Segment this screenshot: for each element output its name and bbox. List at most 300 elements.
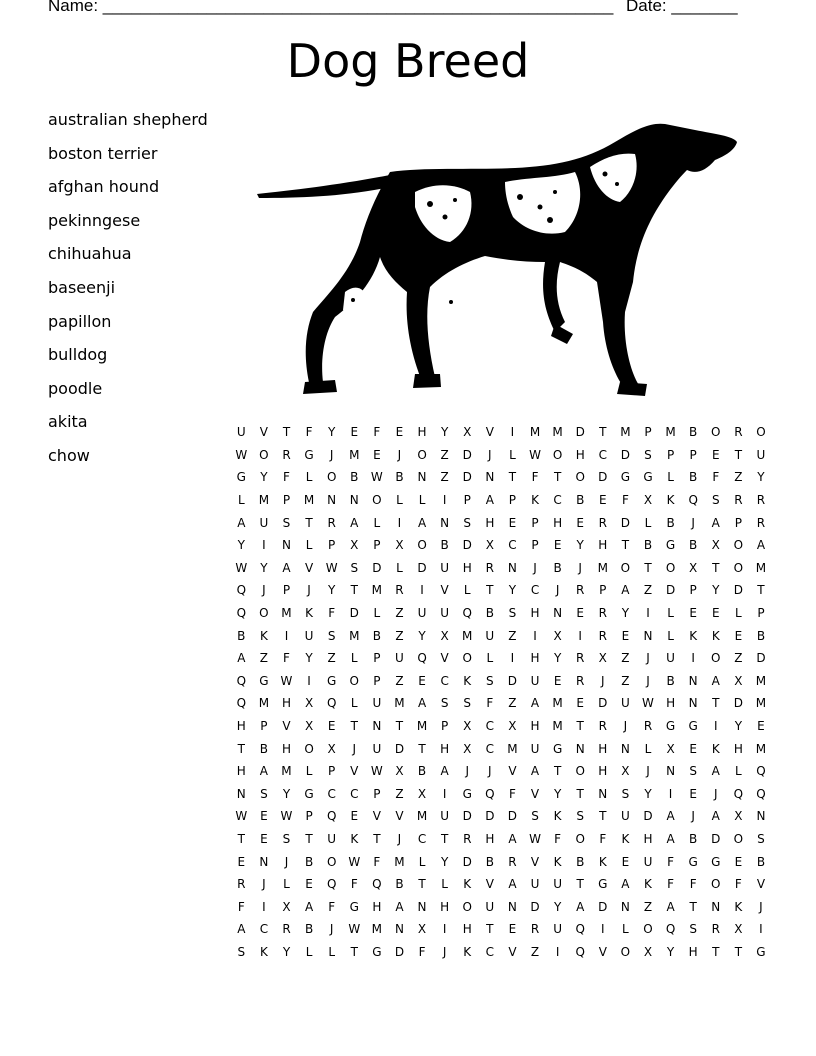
grid-letter: S (508, 606, 517, 621)
grid-letter: J (691, 515, 695, 530)
name-field[interactable]: Name: ______________________________________________________ (48, 0, 614, 15)
grid-letter: A (395, 899, 404, 914)
grid-letter: N (327, 493, 337, 508)
grid-letter: N (507, 560, 517, 575)
grid-row (230, 850, 772, 873)
grid-letter: S (531, 809, 539, 824)
grid-letter: A (621, 877, 630, 892)
grid-letter: V (395, 809, 404, 824)
grid-letter: A (237, 515, 246, 530)
grid-letter: Q (462, 606, 472, 621)
grid-letter: I (668, 786, 673, 801)
grid-letter: P (689, 583, 697, 598)
grid-letter: E (576, 606, 584, 621)
grid-letter: E (350, 809, 359, 824)
grid-letter: T (576, 877, 584, 892)
grid-letter: T (508, 470, 517, 485)
grid-letter: L (735, 606, 742, 621)
grid-letter: N (688, 696, 698, 711)
grid-letter: S (689, 764, 697, 779)
grid-letter: L (418, 493, 426, 508)
grid-letter: I (510, 651, 515, 666)
grid-letter: E (553, 673, 562, 688)
grid-letter: Y (260, 560, 268, 575)
grid-letter: A (530, 764, 540, 779)
grid-letter: B (689, 831, 698, 846)
grid-letter: S (757, 831, 765, 846)
grid-letter: T (621, 538, 630, 553)
grid-letter: R (282, 922, 291, 937)
grid-letter: V (530, 854, 540, 869)
grid-letter: F (689, 877, 697, 892)
grid-letter: H (598, 741, 608, 756)
grid-letter: H (440, 899, 450, 914)
grid-letter: D (598, 696, 608, 711)
grid-letter: Y (621, 606, 630, 621)
grid-letter: D (530, 899, 540, 914)
grid-letter: B (576, 493, 585, 508)
grid-letter: B (395, 470, 404, 485)
grid-letter: M (281, 764, 292, 779)
grid-letter: Z (621, 673, 630, 688)
grid-letter: V (259, 425, 268, 440)
grid-letter: T (350, 719, 358, 734)
grid-letter: Y (328, 425, 336, 440)
grid-letter: H (372, 899, 382, 914)
grid-letter: G (643, 470, 653, 485)
grid-letter: N (394, 922, 404, 937)
grid-letter: R (327, 515, 336, 530)
grid-letter: M (552, 719, 563, 734)
grid-letter: Y (734, 719, 743, 734)
word-list-item: boston terrier (48, 143, 158, 163)
grid-letter: L (735, 764, 742, 779)
grid-letter: G (598, 877, 608, 892)
grid-letter: X (304, 719, 314, 734)
grid-letter: B (485, 606, 494, 621)
grid-letter: O (417, 447, 427, 462)
grid-letter: E (350, 425, 359, 440)
grid-letter: Y (440, 425, 449, 440)
grid-letter: G (372, 944, 382, 959)
grid-letter: U (553, 877, 562, 892)
grid-letter: Y (237, 538, 245, 553)
grid-letter: C (350, 786, 359, 801)
grid-letter: Q (733, 786, 744, 801)
grid-letter: B (689, 470, 698, 485)
grid-letter: L (418, 854, 426, 869)
grid-letter: X (395, 538, 404, 553)
grid-letter: H (462, 560, 472, 575)
grid-row (230, 805, 772, 828)
grid-letter: K (259, 944, 268, 959)
grid-letter: W (370, 764, 383, 779)
grid-letter: K (350, 831, 359, 846)
grid-letter: M (462, 628, 473, 643)
grid-letter: L (396, 493, 403, 508)
grid-letter: M (755, 673, 767, 688)
grid-letter: X (463, 719, 472, 734)
grid-letter: C (598, 447, 607, 462)
grid-letter: L (667, 628, 674, 643)
grid-letter: K (689, 628, 698, 643)
grid-letter: X (643, 493, 653, 508)
grid-row (230, 692, 772, 715)
grid-letter: S (282, 515, 291, 530)
grid-letter: A (666, 809, 675, 824)
grid-letter: O (575, 470, 585, 485)
grid-letter: W (370, 470, 383, 485)
grid-letter: R (463, 831, 472, 846)
grid-letter: Q (236, 606, 247, 621)
grid-letter: R (576, 673, 585, 688)
grid-letter: J (623, 719, 628, 734)
grid-letter: G (620, 470, 631, 485)
grid-letter: Z (734, 651, 743, 666)
grid-letter: S (463, 696, 472, 711)
grid-letter: V (598, 944, 607, 959)
grid-letter: K (734, 899, 743, 914)
grid-letter: B (440, 538, 449, 553)
grid-row (230, 737, 772, 760)
grid-letter: E (689, 741, 697, 756)
grid-letter: J (329, 922, 334, 937)
grid-letter: Q (326, 696, 337, 711)
grid-letter: X (440, 628, 449, 643)
grid-letter: P (373, 651, 381, 666)
grid-letter: M (349, 628, 360, 643)
grid-letter: Y (508, 583, 517, 598)
grid-letter: X (485, 538, 494, 553)
page-title: Dog Breed (286, 34, 530, 88)
grid-letter: C (417, 831, 427, 846)
grid-letter: V (372, 809, 381, 824)
grid-letter: E (327, 719, 336, 734)
grid-letter: Z (327, 651, 336, 666)
grid-letter: N (620, 741, 630, 756)
grid-letter: O (711, 425, 721, 440)
grid-letter: D (598, 899, 608, 914)
grid-letter: P (373, 786, 381, 801)
grid-row (230, 421, 772, 444)
grid-letter: J (329, 447, 334, 462)
word-list-item: papillon (48, 311, 112, 331)
grid-letter: P (599, 583, 607, 598)
grid-letter: A (756, 538, 766, 553)
grid-letter: D (620, 447, 631, 462)
grid-letter: T (734, 944, 743, 959)
grid-letter: M (371, 922, 383, 937)
grid-letter: P (373, 673, 381, 688)
grid-letter: Y (666, 944, 675, 959)
grid-row (230, 828, 772, 851)
grid-letter: I (442, 493, 447, 508)
grid-letter: X (282, 899, 291, 914)
grid-letter: X (689, 560, 698, 575)
grid-letter: I (262, 538, 266, 553)
grid-letter: T (418, 741, 426, 756)
grid-letter: Q (326, 809, 337, 824)
grid-letter: D (733, 696, 743, 711)
grid-letter: F (373, 854, 381, 869)
grid-letter: M (755, 696, 767, 711)
grid-letter: C (327, 786, 336, 801)
grid-letter: O (620, 560, 631, 575)
grid-letter: Y (553, 786, 562, 801)
grid-letter: O (643, 922, 653, 937)
grid-row (230, 534, 772, 557)
date-field[interactable]: Date: _______ (626, 0, 738, 15)
grid-letter: T (350, 583, 358, 598)
grid-letter: Y (282, 786, 291, 801)
grid-letter: R (598, 628, 607, 643)
grid-letter: P (328, 538, 336, 553)
grid-letter: Y (553, 651, 562, 666)
grid-letter: J (307, 583, 311, 598)
grid-letter: Y (328, 583, 336, 598)
grid-letter: M (416, 809, 428, 824)
grid-letter: L (644, 741, 652, 756)
grid-letter: G (711, 854, 721, 869)
grid-letter: X (417, 786, 427, 801)
grid-letter: H (643, 831, 653, 846)
grid-letter: T (553, 470, 562, 485)
grid-letter: T (712, 560, 720, 575)
grid-letter: F (237, 899, 245, 914)
grid-letter: I (578, 628, 582, 643)
grid-letter: T (486, 583, 494, 598)
grid-letter: B (304, 922, 314, 937)
grid-row (230, 670, 772, 693)
grid-letter: M (552, 425, 563, 440)
grid-letter: O (259, 606, 269, 621)
grid-letter: U (620, 696, 630, 711)
grid-letter: D (620, 515, 631, 530)
grid-letter: S (440, 696, 449, 711)
grid-letter: A (304, 899, 314, 914)
grid-letter: V (530, 786, 540, 801)
grid-letter: U (666, 651, 675, 666)
grid-letter: Q (236, 696, 247, 711)
grid-letter: U (395, 651, 404, 666)
grid-letter: A (666, 899, 675, 914)
grid-letter: R (734, 425, 743, 440)
grid-letter: E (734, 854, 743, 869)
grid-letter: R (711, 922, 720, 937)
grid-letter: P (441, 719, 449, 734)
grid-letter: Z (395, 628, 404, 643)
grid-letter: N (485, 470, 495, 485)
grid-letter: K (711, 741, 720, 756)
grid-letter: D (462, 538, 472, 553)
grid-letter: B (666, 515, 675, 530)
grid-letter: J (284, 854, 289, 869)
grid-letter: O (575, 764, 585, 779)
grid-letter: S (644, 447, 652, 462)
grid-letter: A (621, 583, 630, 598)
word-list-item: chow (48, 445, 90, 465)
grid-letter: N (688, 673, 698, 688)
grid-letter: Q (236, 673, 247, 688)
grid-letter: G (462, 786, 472, 801)
grid-letter: E (395, 425, 404, 440)
grid-letter: M (303, 493, 315, 508)
grid-letter: D (575, 425, 585, 440)
grid-letter: D (643, 809, 653, 824)
grid-letter: O (552, 447, 563, 462)
grid-letter: E (260, 831, 268, 846)
grid-letter: X (327, 741, 336, 756)
grid-letter: O (372, 493, 382, 508)
grid-letter: L (486, 651, 494, 666)
grid-letter: F (667, 854, 675, 869)
grid-letter: J (488, 447, 492, 462)
grid-letter: U (643, 854, 653, 869)
grid-letter: U (530, 673, 540, 688)
grid-letter: C (485, 741, 495, 756)
grid-letter: E (508, 515, 517, 530)
grid-letter: Z (508, 696, 517, 711)
grid-letter: H (281, 696, 291, 711)
word-list (48, 110, 208, 480)
grid-letter: Z (395, 673, 404, 688)
grid-row (230, 579, 772, 602)
grid-letter: N (666, 764, 676, 779)
grid-letter: D (756, 651, 766, 666)
grid-letter: S (260, 786, 268, 801)
grid-letter: V (508, 764, 517, 779)
grid-letter: M (281, 606, 292, 621)
grid-letter: Y (260, 470, 268, 485)
grid-letter: X (734, 673, 743, 688)
grid-letter: V (282, 719, 291, 734)
grid-letter: B (689, 425, 698, 440)
grid-row (230, 760, 772, 783)
grid-letter: A (508, 831, 517, 846)
grid-letter: A (666, 831, 675, 846)
grid-row (230, 647, 772, 670)
grid-letter: T (486, 922, 494, 937)
grid-letter: M (755, 741, 767, 756)
grid-letter: D (462, 447, 472, 462)
grid-letter: K (711, 628, 720, 643)
grid-letter: L (373, 606, 381, 621)
grid-letter: T (576, 719, 584, 734)
grid-letter: M (349, 447, 360, 462)
grid-letter: P (531, 538, 539, 553)
grid-letter: H (485, 831, 495, 846)
word-list-item: australian shepherd (48, 110, 208, 129)
grid-letter: J (262, 583, 266, 598)
grid-letter: L (237, 493, 245, 508)
grid-letter: D (665, 583, 676, 598)
grid-letter: D (417, 560, 427, 575)
grid-row (230, 873, 772, 896)
grid-letter: A (485, 493, 494, 508)
grid-letter: T (305, 515, 313, 530)
grid-letter: T (350, 944, 358, 959)
grid-letter: I (420, 583, 424, 598)
grid-letter: G (688, 719, 698, 734)
grid-letter: S (463, 515, 472, 530)
grid-letter: B (756, 628, 766, 643)
grid-letter: T (282, 425, 291, 440)
grid-letter: F (599, 831, 607, 846)
grid-letter: C (485, 719, 495, 734)
grid-letter: Z (395, 606, 404, 621)
grid-letter: T (689, 899, 697, 914)
grid-letter: X (734, 809, 743, 824)
grid-letter: M (258, 493, 270, 508)
grid-letter: A (259, 764, 268, 779)
grid-letter: O (733, 831, 744, 846)
grid-letter: Q (756, 764, 766, 779)
grid-letter: M (258, 696, 270, 711)
grid-letter: T (418, 877, 426, 892)
grid-letter: D (598, 470, 608, 485)
grid-letter: Q (575, 944, 585, 959)
grid-row (230, 895, 772, 918)
word-list-item: afghan hound (48, 177, 160, 197)
grid-letter: A (237, 651, 246, 666)
grid-letter: Q (236, 583, 247, 598)
grid-letter: G (304, 447, 314, 462)
grid-letter: T (712, 696, 720, 711)
grid-letter: Y (553, 899, 562, 914)
grid-letter: B (756, 854, 766, 869)
grid-letter: G (236, 470, 246, 485)
header (48, 0, 738, 16)
grid-letter: X (553, 628, 562, 643)
grid-letter: J (488, 764, 492, 779)
grid-letter: U (440, 560, 450, 575)
grid-letter: R (643, 719, 653, 734)
grid-letter: A (576, 899, 585, 914)
grid-letter: P (757, 606, 765, 621)
grid-letter: S (689, 922, 697, 937)
grid-letter: A (711, 809, 720, 824)
grid-letter: Z (440, 470, 449, 485)
grid-letter: M (507, 741, 518, 756)
grid-letter: N (711, 899, 721, 914)
grid-row (230, 511, 772, 534)
grid-letter: L (622, 922, 629, 937)
grid-letter: V (485, 877, 494, 892)
grid-letter: R (508, 854, 517, 869)
grid-letter: P (644, 425, 652, 440)
grid-letter: J (713, 786, 718, 801)
grid-letter: T (576, 786, 584, 801)
grid-letter: V (304, 560, 314, 575)
grid-letter: V (440, 583, 449, 598)
grid-letter: N (553, 606, 563, 621)
grid-letter: D (733, 583, 743, 598)
grid-letter: K (553, 854, 562, 869)
grid-letter: H (281, 741, 291, 756)
grid-row (230, 783, 772, 806)
grid-letter: I (533, 628, 537, 643)
grid-letter: N (281, 538, 291, 553)
grid-letter: D (462, 809, 472, 824)
grid-letter: W (235, 560, 248, 575)
grid-letter: R (598, 719, 607, 734)
grid-letter: Q (485, 786, 495, 801)
grid-letter: N (756, 809, 766, 824)
grid-letter: P (373, 538, 381, 553)
grid-letter: I (307, 673, 311, 688)
grid-letter: Q (756, 786, 766, 801)
grid-letter: W (529, 447, 541, 462)
